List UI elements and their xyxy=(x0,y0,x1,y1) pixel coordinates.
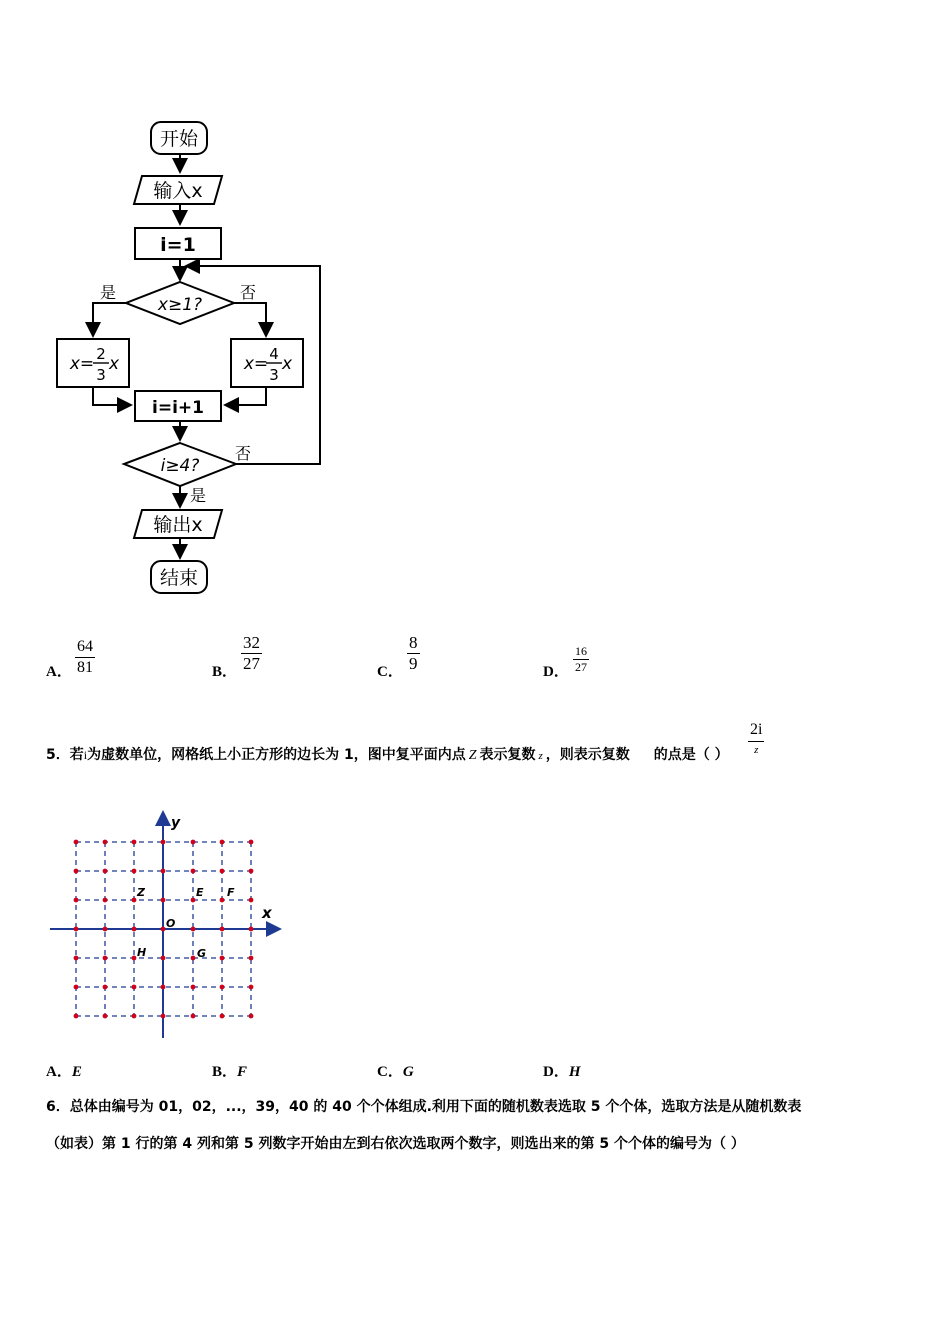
cond1-text: x≥1? xyxy=(157,295,203,315)
option-c-label: C． xyxy=(377,664,403,680)
left-rhs: x xyxy=(108,354,120,374)
complex-plane-grid xyxy=(0,800,300,1050)
i-symbol: i xyxy=(83,748,88,762)
right-lhs: x= xyxy=(243,354,269,374)
y-label: y xyxy=(171,815,181,831)
lattice-point xyxy=(161,869,166,874)
left-lhs: x= xyxy=(69,354,95,374)
q5-option-d: D．H xyxy=(543,1064,581,1080)
lattice-point xyxy=(191,956,196,961)
lattice-point xyxy=(132,1014,137,1019)
lattice-point xyxy=(132,869,137,874)
lattice-point xyxy=(249,927,254,932)
point-H-label: H xyxy=(137,946,147,959)
end-text: 结束 xyxy=(159,567,199,589)
lattice-point xyxy=(220,898,225,903)
q6-line2: （如表）第 1 行的第 4 列和第 5 列数字开始由左到右依次选取两个数字，则选出来的第 5 个个体的编号为（ ） xyxy=(46,1136,745,1152)
lattice-point xyxy=(161,956,166,961)
option-d-fraction: $\frac{16}{27}$ xyxy=(575,644,587,674)
lattice-point xyxy=(191,840,196,845)
lattice-point xyxy=(191,927,196,932)
lattice-point xyxy=(103,985,108,990)
point-G-label: G xyxy=(197,947,207,960)
lattice-point xyxy=(191,1014,196,1019)
lattice-point xyxy=(161,840,166,845)
lattice-point xyxy=(161,1014,166,1019)
point-Z-label: Z xyxy=(137,886,145,899)
lattice-point xyxy=(249,956,254,961)
q5-option-c: C．G xyxy=(377,1064,414,1080)
right-rhs: x xyxy=(281,354,293,374)
q5-question: 5．若i为虚数单位，网格纸上小正方形的边长为 1，图中复平面内点 Z 表示复数 z ，则表示复数 的点是（ ） xyxy=(46,747,729,763)
init-text: i=1 xyxy=(160,234,196,256)
left-den: 3 xyxy=(96,366,106,384)
point-F-label: F xyxy=(227,886,235,899)
right-num: 4 xyxy=(269,345,279,363)
lattice-point xyxy=(132,956,137,961)
right-den: 3 xyxy=(269,366,279,384)
lattice-point xyxy=(249,840,254,845)
lattice-point xyxy=(132,985,137,990)
lattice-point xyxy=(74,869,79,874)
lattice-point xyxy=(191,985,196,990)
q5-option-a: A．E xyxy=(46,1064,82,1080)
lattice-point xyxy=(249,985,254,990)
point-E-label: E xyxy=(196,886,204,899)
increment-text: i=i+1 xyxy=(152,398,204,418)
lattice-point xyxy=(220,956,225,961)
start-text: 开始 xyxy=(159,128,199,150)
option-b-fraction: $\frac{32}{27}$ xyxy=(243,633,260,673)
lattice-point xyxy=(74,927,79,932)
lattice-point xyxy=(191,869,196,874)
lattice-point xyxy=(74,840,79,845)
option-a-label: A． xyxy=(46,664,72,680)
option-c-fraction: $\frac{8}{9}$ xyxy=(409,633,418,673)
lattice-point xyxy=(74,1014,79,1019)
Z-symbol: Z xyxy=(468,748,477,763)
lattice-point xyxy=(103,1014,108,1019)
lattice-point xyxy=(220,869,225,874)
lattice-point xyxy=(74,898,79,903)
lattice-point xyxy=(132,927,137,932)
q5-fraction: 2i z xyxy=(750,721,763,756)
yes2-label: 是 xyxy=(189,486,207,505)
yes1-label: 是 xyxy=(99,283,117,302)
z-symbol: z xyxy=(538,750,543,762)
lattice-point xyxy=(103,927,108,932)
left-num: 2 xyxy=(96,345,106,363)
q5-option-b: B．F xyxy=(212,1064,248,1080)
lattice-point xyxy=(220,1014,225,1019)
lattice-point xyxy=(132,898,137,903)
option-b-label: B． xyxy=(212,664,238,680)
lattice-point xyxy=(103,956,108,961)
lattice-point xyxy=(103,869,108,874)
lattice-point xyxy=(220,927,225,932)
lattice-point xyxy=(161,985,166,990)
lattice-point xyxy=(74,985,79,990)
option-d-label: D． xyxy=(543,664,569,680)
lattice-point xyxy=(74,956,79,961)
input-text: 输入x xyxy=(153,180,203,202)
lattice-point xyxy=(220,985,225,990)
lattice-point xyxy=(161,927,166,932)
option-a-fraction: $\frac{64}{81}$ xyxy=(77,638,93,676)
no2-label: 否 xyxy=(234,444,252,463)
q6-line1: 6．总体由编号为 01，02，...，39，40 的 40 个个体组成.利用下面的随机数表选取 5 个个体，选取方法是从随机数表 xyxy=(46,1099,802,1115)
lattice-point xyxy=(191,898,196,903)
cond2-text: i≥4? xyxy=(160,456,200,476)
lattice-point xyxy=(249,1014,254,1019)
lattice-point xyxy=(220,840,225,845)
lattice-point xyxy=(103,840,108,845)
x-label: x xyxy=(262,904,272,922)
lattice-point xyxy=(249,869,254,874)
lattice-point xyxy=(132,840,137,845)
no1-label: 否 xyxy=(239,283,257,302)
flowchart xyxy=(0,0,360,610)
lattice-point xyxy=(161,898,166,903)
lattice-point xyxy=(249,898,254,903)
output-text: 输出x xyxy=(153,514,203,536)
lattice-point xyxy=(103,898,108,903)
origin-label: O xyxy=(166,917,176,930)
